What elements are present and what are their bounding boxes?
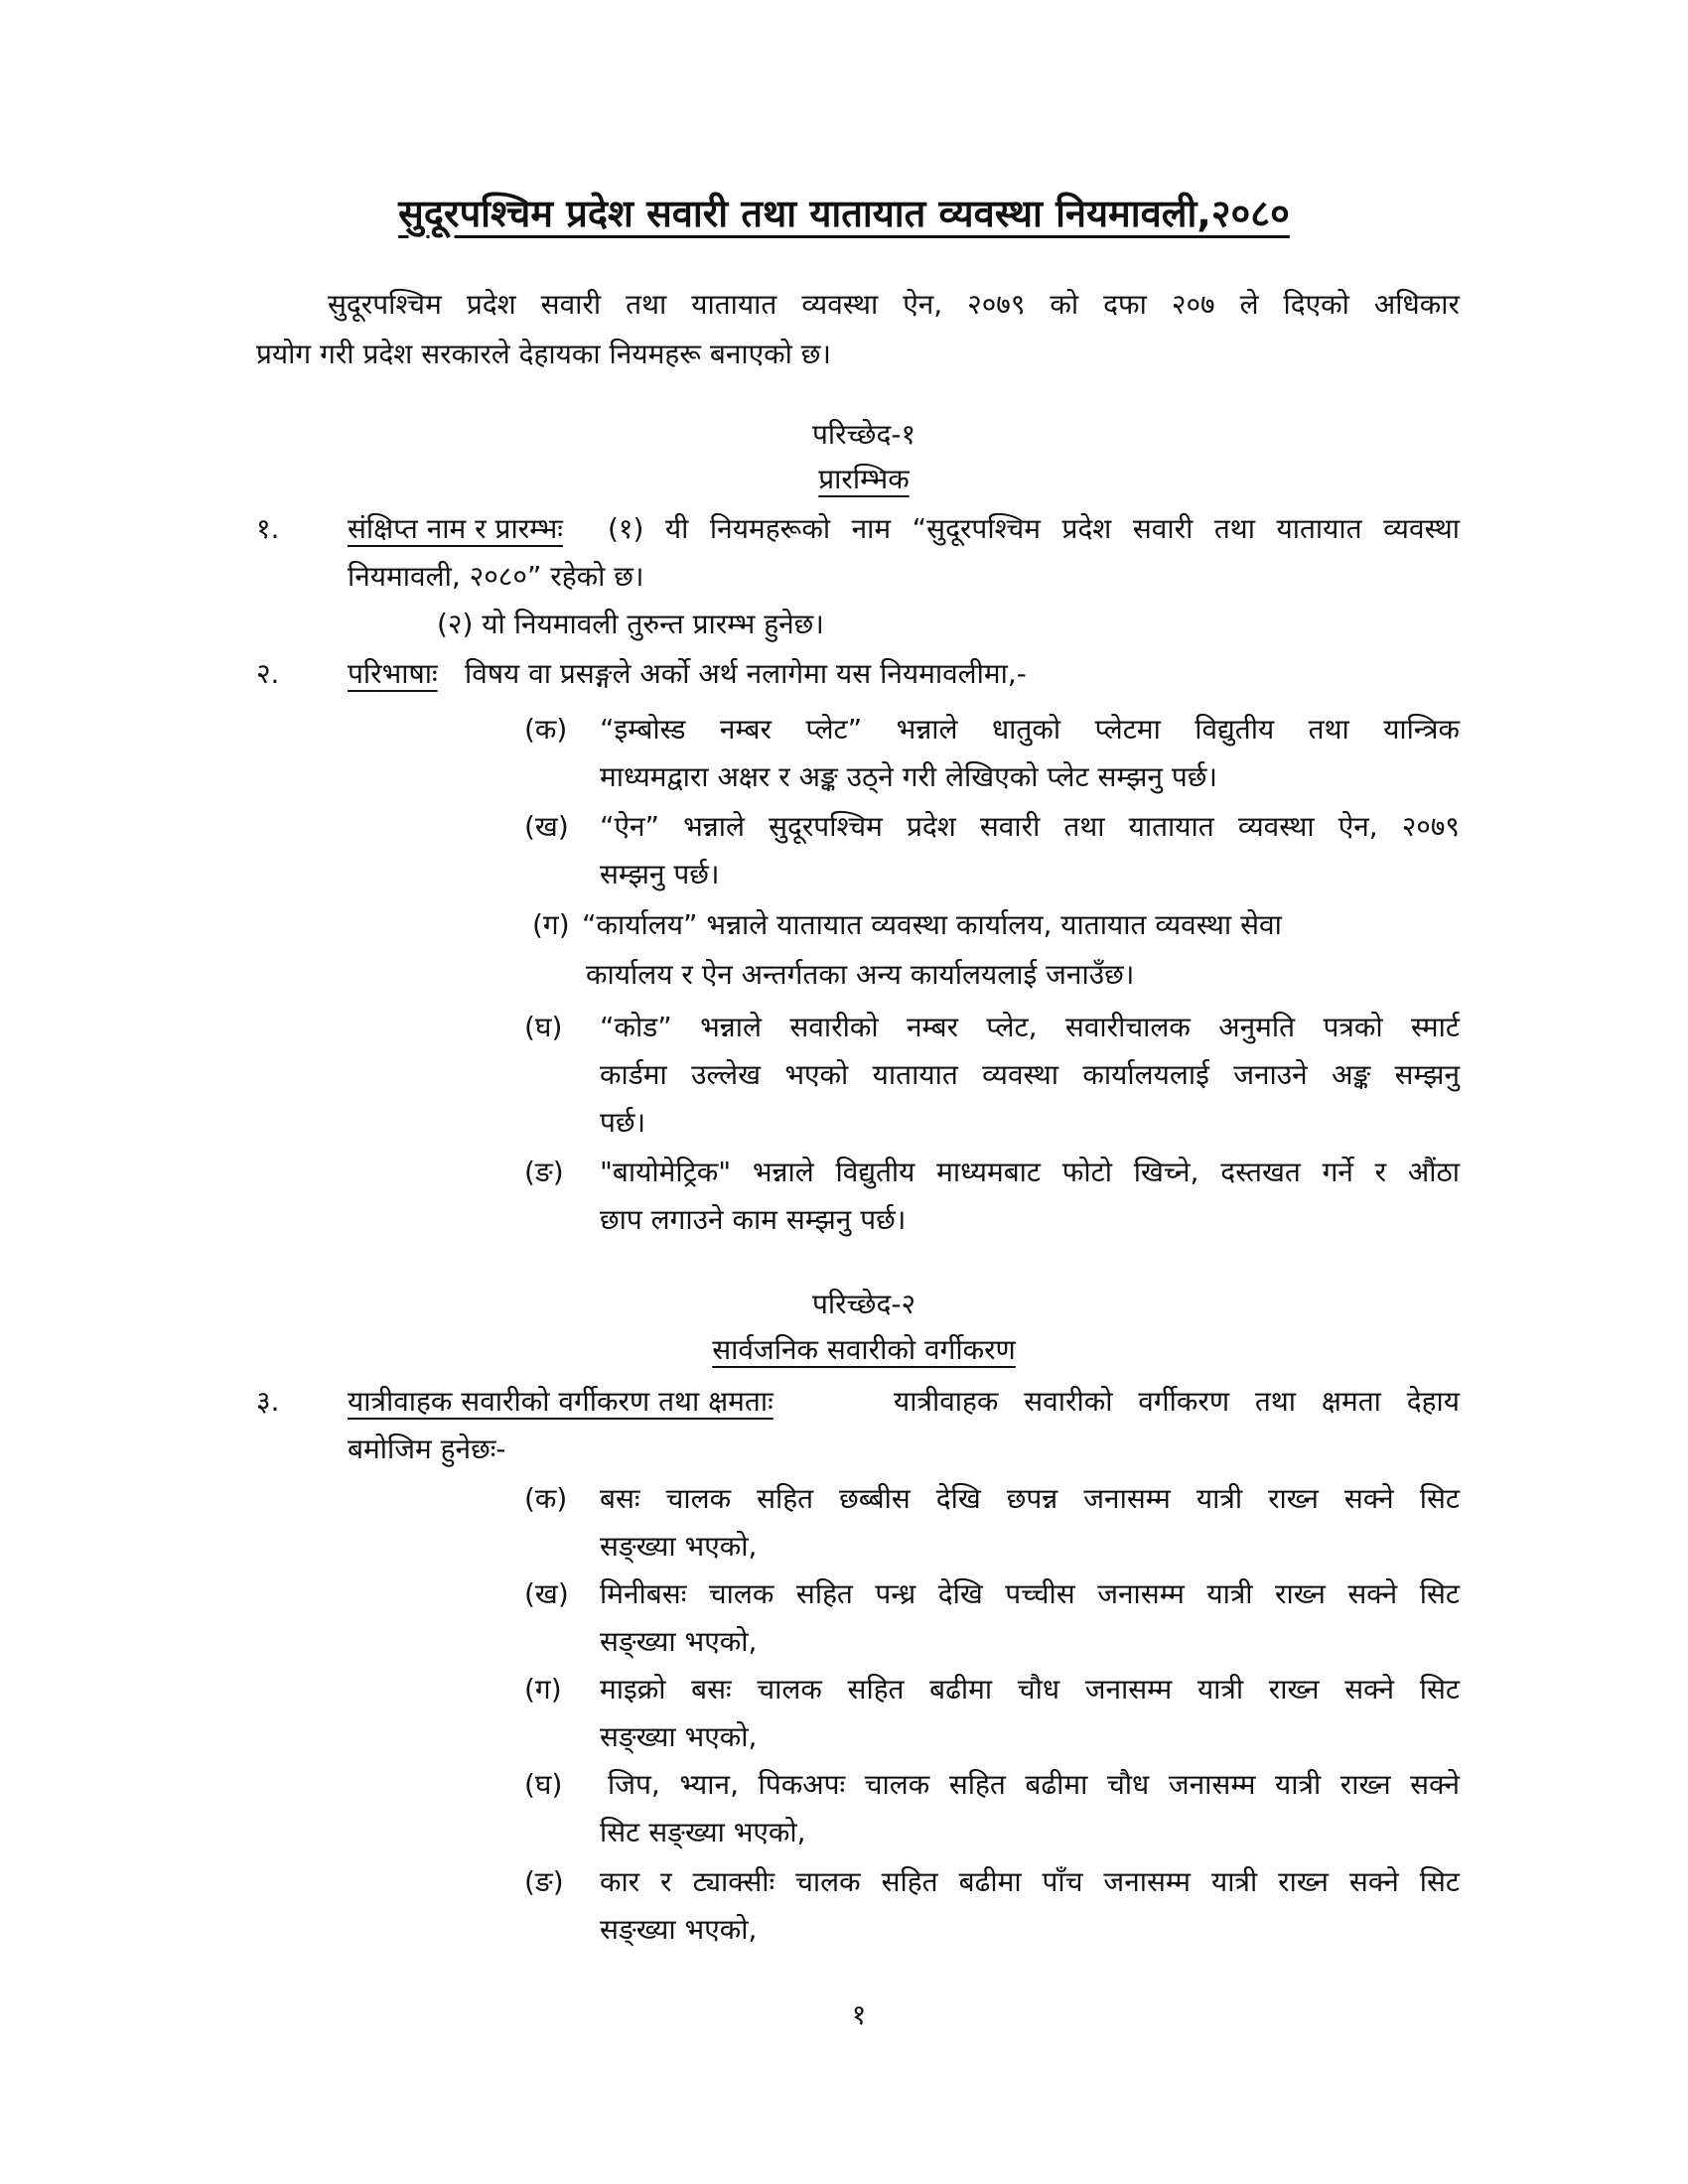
- rule-3-item-gha-line-2: सिट सङ्ख्या भएको,: [600, 1816, 806, 1848]
- document-title: सुदूरपश्चिम प्रदेश सवारी तथा यातायात व्यवस्था नियमावली,२०८०: [398, 192, 1290, 235]
- rule-3-number: ३.: [256, 1385, 280, 1418]
- rule-2-item-ka-line-2: माध्यमद्वारा अक्षर र अङ्क उठ्ने गरी लेखिएको प्लेट सम्झनु पर्छ।: [600, 760, 1217, 793]
- rule-1-sub-2: (२) यो नियमावली तुरुन्त प्रारम्भ हुनेछ।: [437, 608, 824, 640]
- rule-3-item-nga-label: (ङ): [524, 1865, 564, 1898]
- rule-3-item-nga-line-1: कार र ट्याक्सीः चालक सहित बढीमा पाँच जनासम्म यात्री राख्न सक्ने सिट: [600, 1865, 1460, 1898]
- rule-3-item-gha-line-1: जिप, भ्यान, पिकअपः चालक सहित बढीमा चौध जनासम्म यात्री राख्न सक्ने: [608, 1768, 1460, 1801]
- rule-1-text-line-2: नियमावली, २०८०” रहेको छ।: [348, 560, 644, 593]
- page-number: १: [851, 1998, 867, 2031]
- rule-3-item-ka-line-1: बसः चालक सहित छब्बीस देखि छपन्न जनासम्म यात्री राख्न सक्ने सिट: [600, 1482, 1460, 1515]
- rule-3-item-kha-label: (ख): [524, 1577, 569, 1610]
- rule-2-item-kha-line-2: सम्झनु पर्छ।: [600, 858, 720, 890]
- chapter-1-title: प्रारम्भिक: [818, 463, 910, 495]
- rule-2-item-ga-line-1: “कार्यालय” भन्नाले यातायात व्यवस्था कार्यालय, यातायात व्यवस्था सेवा: [582, 908, 1282, 941]
- rule-3-item-kha-line-1: मिनीबसः चालक सहित पन्ध्र देखि पच्चीस जनासम्म यात्री राख्न सक्ने सिट: [600, 1577, 1460, 1610]
- rule-3-item-gha-label: (घ): [524, 1768, 563, 1801]
- rule-3-item-ka-label: (क): [524, 1482, 568, 1515]
- preamble-line-1: सुदूरपश्चिम प्रदेश सवारी तथा यातायात व्यवस्था ऐन, २०७९ को दफा २०७ ले दिएको अधिकार: [328, 288, 1460, 321]
- rule-3-heading: यात्रीवाहक सवारीको वर्गीकरण तथा क्षमताः: [348, 1385, 774, 1418]
- rule-2-item-ka-line-1: “इम्बोस्ड नम्बर प्लेट” भन्नाले धातुको प्लेटमा विद्युतीय तथा यान्त्रिक: [600, 713, 1460, 746]
- rule-1-heading: संक्षिप्त नाम र प्रारम्भः: [348, 512, 563, 545]
- rule-3-item-kha-line-2: सङ्ख्या भएको,: [600, 1625, 758, 1658]
- rule-3-item-ga-line-1: माइक्रो बसः चालक सहित बढीमा चौध जनासम्म यात्री राख्न सक्ने सिट: [600, 1673, 1460, 1706]
- rule-3-item-ga-label: (ग): [524, 1673, 562, 1706]
- rule-2-item-ka-label: (क): [524, 713, 568, 746]
- rule-2-number: २.: [256, 657, 280, 690]
- rule-2-item-nga-line-1: "बायोमेट्रिक" भन्नाले विद्युतीय माध्यमबाट फोटो खिच्ने, दस्तखत गर्ने र औंठा: [600, 1156, 1460, 1188]
- rule-3-text-line-1: यात्रीवाहक सवारीको वर्गीकरण तथा क्षमता देहाय: [894, 1385, 1460, 1418]
- rule-2-item-kha-line-1: “ऐन” भन्नाले सुदूरपश्चिम प्रदेश सवारी तथा यातायात व्यवस्था ऐन, २०७९: [600, 810, 1460, 843]
- preamble-line-2: प्रयोग गरी प्रदेश सरकारले देहायका नियमहरू बनाएको छ।: [256, 338, 832, 370]
- rule-2-item-ga-label: (ग): [532, 908, 570, 941]
- rule-3-item-ka-line-2: सङ्ख्या भएको,: [600, 1530, 758, 1563]
- rule-2-intro: विषय वा प्रसङ्गले अर्को अर्थ नलागेमा यस नियमावलीमा,-: [465, 657, 1027, 690]
- rule-2-item-kha-label: (ख): [524, 810, 569, 843]
- chapter-2-title: सार्वजनिक सवारीको वर्गीकरण: [712, 1333, 1016, 1366]
- rule-2-item-ga-line-2: कार्यालय र ऐन अन्तर्गतका अन्य कार्यालयलाई जनाउँछ।: [586, 958, 1135, 991]
- rule-2-item-nga-line-2: छाप लगाउने काम सम्झनु पर्छ।: [600, 1203, 907, 1236]
- rule-3-item-nga-line-2: सङ्ख्या भएको,: [600, 1913, 758, 1946]
- chapter-2-number: परिच्छेद-२: [811, 1288, 916, 1320]
- rule-2-item-gha-line-3: पर्छ।: [600, 1106, 646, 1139]
- rule-2-item-gha-line-2: कार्डमा उल्लेख भएको यातायात व्यवस्था कार्यालयलाई जनाउने अङ्क सम्झनु: [600, 1058, 1460, 1091]
- rule-1-number: १.: [256, 512, 280, 545]
- chapter-1-number: परिच्छेद-१: [811, 418, 916, 451]
- rule-3-text-line-2: बमोजिम हुनेछः-: [348, 1433, 506, 1465]
- rule-3-item-ga-line-2: सङ्ख्या भएको,: [600, 1720, 758, 1753]
- rule-2-item-gha-line-1: “कोड” भन्नाले सवारीको नम्बर प्लेट, सवारीचालक अनुमति पत्रको स्मार्ट: [600, 1011, 1460, 1043]
- rule-2-item-nga-label: (ङ): [524, 1156, 564, 1188]
- rule-2-item-gha-label: (घ): [524, 1011, 563, 1043]
- rule-2-heading: परिभाषाः: [348, 657, 438, 690]
- rule-1-text-line-1: (१) यी नियमहरूको नाम “सुदूरपश्चिम प्रदेश सवारी तथा यातायात व्यवस्था: [608, 512, 1460, 545]
